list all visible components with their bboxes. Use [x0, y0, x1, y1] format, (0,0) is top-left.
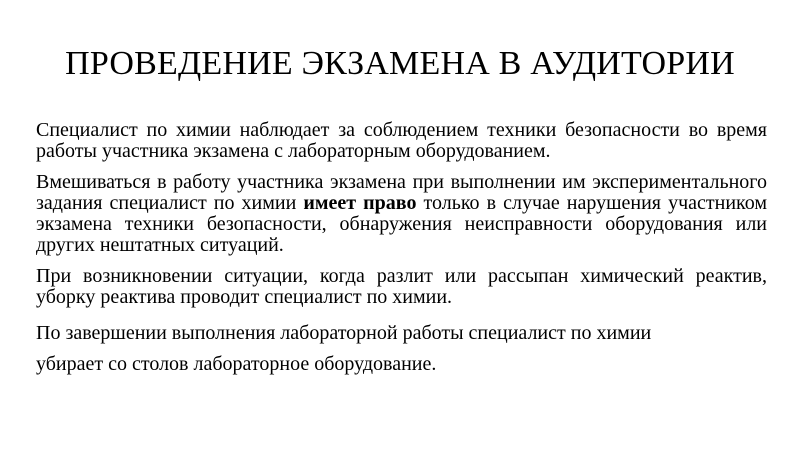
paragraph-cleanup-line-2: убирает со столов лабораторное оборудование. [36, 353, 437, 375]
paragraph-intervention-text-start: Вмешиваться в работу участника экзамена при выполнении им экспериментального задания специалист по химии [36, 171, 767, 214]
slide-body [36, 120, 767, 390]
paragraph-spill: При возникновении ситуации, когда разлит или рассыпан химический реактив, уборку реактива проводит специалист по химии. [36, 265, 767, 308]
paragraph-cleanup-line-1: По завершении выполнения лабораторной работы специалист по химии [36, 322, 652, 344]
paragraph-supervision: Специалист по химии наблюдает за соблюдением техники безопасности во время работы участника экзамена с лабораторным оборудованием. [36, 119, 767, 162]
paragraph-intervention-text-end: только в случае нарушения участником экзамена техники безопасности, обнаружения неисправности оборудования или других нештатных ситуаций. [36, 192, 767, 256]
paragraph-intervention [36, 172, 767, 256]
slide-title: ПРОВЕДЕНИЕ ЭКЗАМЕНА В АУДИТОРИИ [65, 45, 735, 82]
emphasis-has-right: имеет право [303, 192, 417, 214]
paragraph-cleanup [36, 318, 767, 380]
